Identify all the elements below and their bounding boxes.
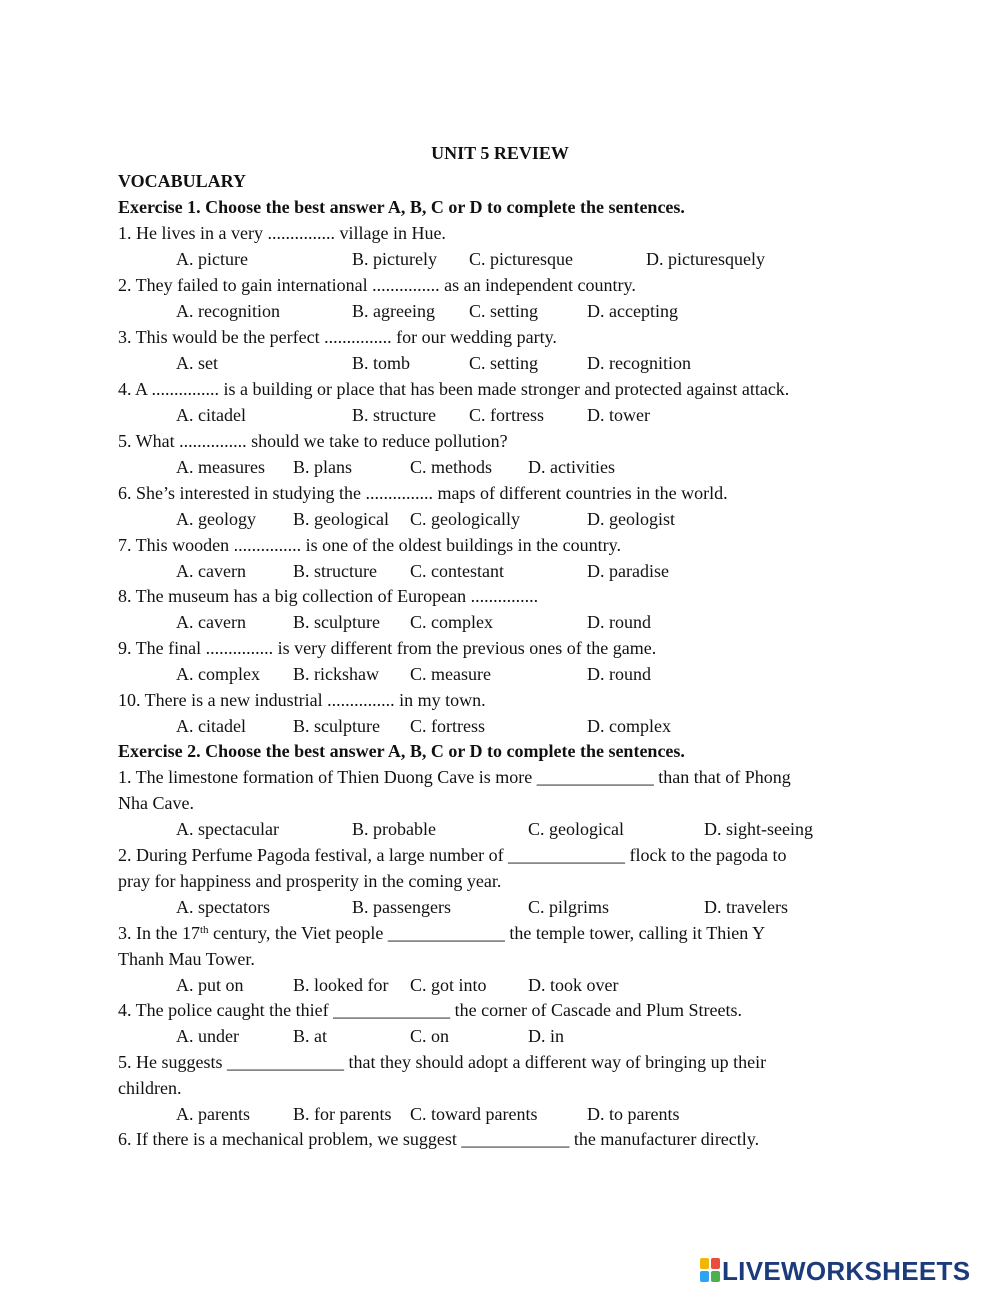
- question-text: 4. A ............... is a building or place that has been made stronger and protected against attack.: [118, 379, 790, 399]
- option-b: B. rickshaw: [293, 664, 379, 684]
- option-a: A. citadel: [176, 405, 246, 425]
- question-text-continued: Thanh Mau Tower.: [118, 949, 255, 969]
- question-text: 7. This wooden ............... is one of the oldest buildings in the country.: [118, 535, 621, 555]
- question-prefix: 3. In the 17: [118, 923, 200, 943]
- option-b: B. structure: [293, 561, 377, 581]
- option-a: A. spectacular: [176, 819, 279, 839]
- option-d: D. tower: [587, 405, 650, 425]
- question-text: 5. What ............... should we take to reduce pollution?: [118, 431, 508, 451]
- option-b: B. for parents: [293, 1104, 392, 1124]
- question-text-continued: pray for happiness and prosperity in the coming year.: [118, 871, 502, 891]
- question-text: 1. He lives in a very ............... village in Hue.: [118, 223, 446, 243]
- option-c: C. fortress: [410, 716, 485, 736]
- option-d: D. in: [528, 1026, 564, 1046]
- option-c: C. setting: [469, 353, 539, 373]
- option-a: A. measures: [176, 457, 265, 477]
- option-d: D. picturesquely: [646, 249, 765, 269]
- liveworksheets-logo: [700, 1256, 995, 1286]
- option-d: D. travelers: [704, 897, 788, 917]
- question-rest: century, the Viet people _____________ the temple tower, calling it Thien Y: [208, 923, 766, 943]
- page-title: UNIT 5 REVIEW: [431, 143, 569, 163]
- option-a: A. cavern: [176, 561, 246, 581]
- question-text: 8. The museum has a big collection of European ...............: [118, 586, 539, 606]
- option-a: A. cavern: [176, 612, 246, 632]
- option-d: D. to parents: [587, 1104, 680, 1124]
- option-a: A. set: [176, 353, 218, 373]
- option-c: C. on: [410, 1026, 450, 1046]
- option-b: B. geological: [293, 509, 389, 529]
- option-b: B. sculpture: [293, 612, 380, 632]
- option-d: D. paradise: [587, 561, 669, 581]
- question-text: 4. The police caught the thief _____________ the corner of Cascade and Plum Streets.: [118, 1000, 743, 1020]
- option-c: C. toward parents: [410, 1104, 538, 1124]
- option-b: B. structure: [352, 405, 436, 425]
- option-c: C. complex: [410, 612, 493, 632]
- option-a: A. parents: [176, 1104, 250, 1124]
- question-text: 10. There is a new industrial ............... in my town.: [118, 690, 486, 710]
- option-c: C. contestant: [410, 561, 504, 581]
- option-d: D. geologist: [587, 509, 675, 529]
- option-a: A. geology: [176, 509, 256, 529]
- option-b: B. probable: [352, 819, 436, 839]
- question-text: 3. This would be the perfect ............... for our wedding party.: [118, 327, 557, 347]
- option-a: A. citadel: [176, 716, 246, 736]
- exercise-2-heading: Exercise 2. Choose the best answer A, B, C or D to complete the sentences.: [118, 741, 685, 761]
- option-d: D. took over: [528, 975, 619, 995]
- option-d: D. round: [587, 612, 651, 632]
- option-c: C. picturesque: [469, 249, 573, 269]
- option-c: C. pilgrims: [528, 897, 610, 917]
- option-c: C. got into: [410, 975, 487, 995]
- question-text-continued: children.: [118, 1078, 182, 1098]
- question-text: 6. She’s interested in studying the ............... maps of different countries in the world.: [118, 483, 728, 503]
- option-b: B. sculpture: [293, 716, 380, 736]
- option-b: B. passengers: [352, 897, 451, 917]
- option-d: D. complex: [587, 716, 671, 736]
- question-text-continued: Nha Cave.: [118, 793, 194, 813]
- option-b: B. at: [293, 1026, 327, 1046]
- option-b: B. plans: [293, 457, 353, 477]
- option-a: A. complex: [176, 664, 260, 684]
- option-c: C. setting: [469, 301, 539, 321]
- option-d: D. accepting: [587, 301, 678, 321]
- option-c: C. fortress: [469, 405, 544, 425]
- option-b: B. looked for: [293, 975, 389, 995]
- question-text: 2. During Perfume Pagoda festival, a large number of _____________ flock to the pagoda to: [118, 845, 787, 865]
- option-d: D. sight-seeing: [704, 819, 813, 839]
- ordinal-suffix: th: [199, 924, 209, 936]
- liveworksheets-logo-icon: [700, 1258, 720, 1282]
- section-heading: VOCABULARY: [118, 171, 247, 191]
- option-a: A. under: [176, 1026, 239, 1046]
- option-c: C. methods: [410, 457, 493, 477]
- option-d: D. recognition: [587, 353, 691, 373]
- question-text: 1. The limestone formation of Thien Duong Cave is more _____________ than that of Phong: [118, 767, 791, 787]
- option-a: A. picture: [176, 249, 248, 269]
- question-text: 6. If there is a mechanical problem, we suggest ____________ the manufacturer directly.: [118, 1129, 760, 1149]
- option-d: D. activities: [528, 457, 615, 477]
- option-a: A. spectators: [176, 897, 270, 917]
- option-c: C. measure: [410, 664, 491, 684]
- question-text: 5. He suggests _____________ that they should adopt a different way of bringing up their: [118, 1052, 767, 1072]
- question-text: 2. They failed to gain international ............... as an independent country.: [118, 275, 636, 295]
- option-b: B. tomb: [352, 353, 411, 373]
- question-text: [118, 922, 765, 944]
- question-text: 9. The final ............... is very different from the previous ones of the game.: [118, 638, 657, 658]
- option-b: B. agreeing: [352, 301, 435, 321]
- option-c: C. geological: [528, 819, 624, 839]
- option-c: C. geologically: [410, 509, 520, 529]
- option-a: A. recognition: [176, 301, 280, 321]
- exercise-1-heading: Exercise 1. Choose the best answer A, B, C or D to complete the sentences.: [118, 197, 685, 217]
- option-d: D. round: [587, 664, 651, 684]
- brand-name: LIVEWORKSHEETS: [722, 1256, 971, 1286]
- option-a: A. put on: [176, 975, 244, 995]
- option-b: B. picturely: [352, 249, 437, 269]
